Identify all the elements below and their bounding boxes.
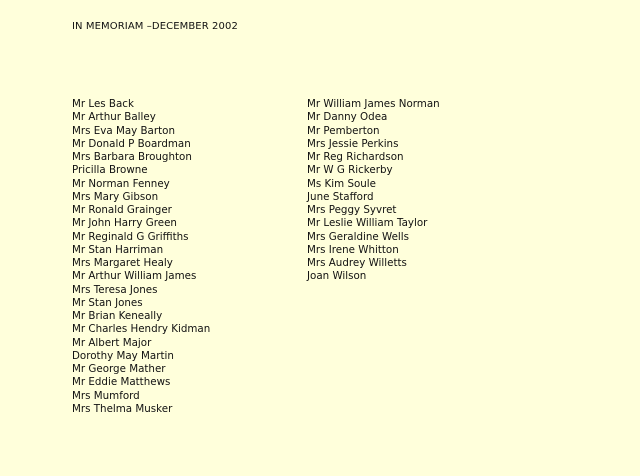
name-entry: Mr Reginald G Griffiths [72,230,189,243]
name-entry: Joan Wilson [307,270,367,283]
name-entry: Mr Norman Fenney [72,177,170,190]
name-entry: Mr Arthur William James [72,270,197,283]
name-entry: Mr Albert Major [72,336,152,349]
name-entry: Mrs Barbara Broughton [72,151,192,163]
name-entry: Mr Pemberton [307,124,380,137]
name-entry: Pricilla Browne [72,164,148,177]
name-entry: Mrs Eva May Barton [72,124,175,137]
name-entry: Mrs Mary Gibson [72,190,159,203]
name-entry: Mr W G Rickerby [307,164,393,177]
name-entry: Mr Danny Odea [307,111,388,124]
name-entry: Mrs Mumford [72,389,140,402]
name-entry: Mr Arthur Balley [72,111,156,124]
name-entry: Mrs Thelma Musker [72,402,173,415]
name-entry: Mr Leslie William Taylor [307,217,428,230]
name-entry: Mr Charles Hendry Kidman [72,323,211,336]
name-entry: Mr John Harry Green [72,217,177,230]
name-entry: Dorothy May Martin [72,349,174,362]
name-entry: Mrs Irene Whitton [307,243,399,256]
name-entry: Mrs Geraldine Wells [307,230,410,243]
names-column-left [72,98,210,416]
name-entry: Mrs Margaret Healy [72,257,173,269]
name-entry: Mr Eddie Matthews [72,376,171,389]
name-entry: Mr Stan Jones [72,296,143,309]
name-entry: Mr Ronald Grainger [72,204,172,216]
name-entry: Mr George Mather [72,363,166,375]
name-entry: Mr William James Norman [307,98,440,110]
name-entry: Mr Stan Harriman [72,243,164,256]
name-entry: June Stafford [307,190,374,203]
name-entry: Mr Reg Richardson [307,151,404,163]
name-entry: Mrs Teresa Jones [72,283,158,296]
name-entry: Ms Kim Soule [307,177,376,190]
page-title: IN MEMORIAM –DECEMBER 2002 [72,21,238,32]
name-entry: Mrs Audrey Willetts [307,257,407,269]
name-entry: Mrs Jessie Perkins [307,137,399,150]
name-entry: Mr Donald P Boardman [72,137,191,150]
name-entry: Mr Les Back [72,98,134,110]
names-column-right [307,98,440,284]
name-entry: Mrs Peggy Syvret [307,204,397,216]
name-entry: Mr Brian Keneally [72,310,163,322]
